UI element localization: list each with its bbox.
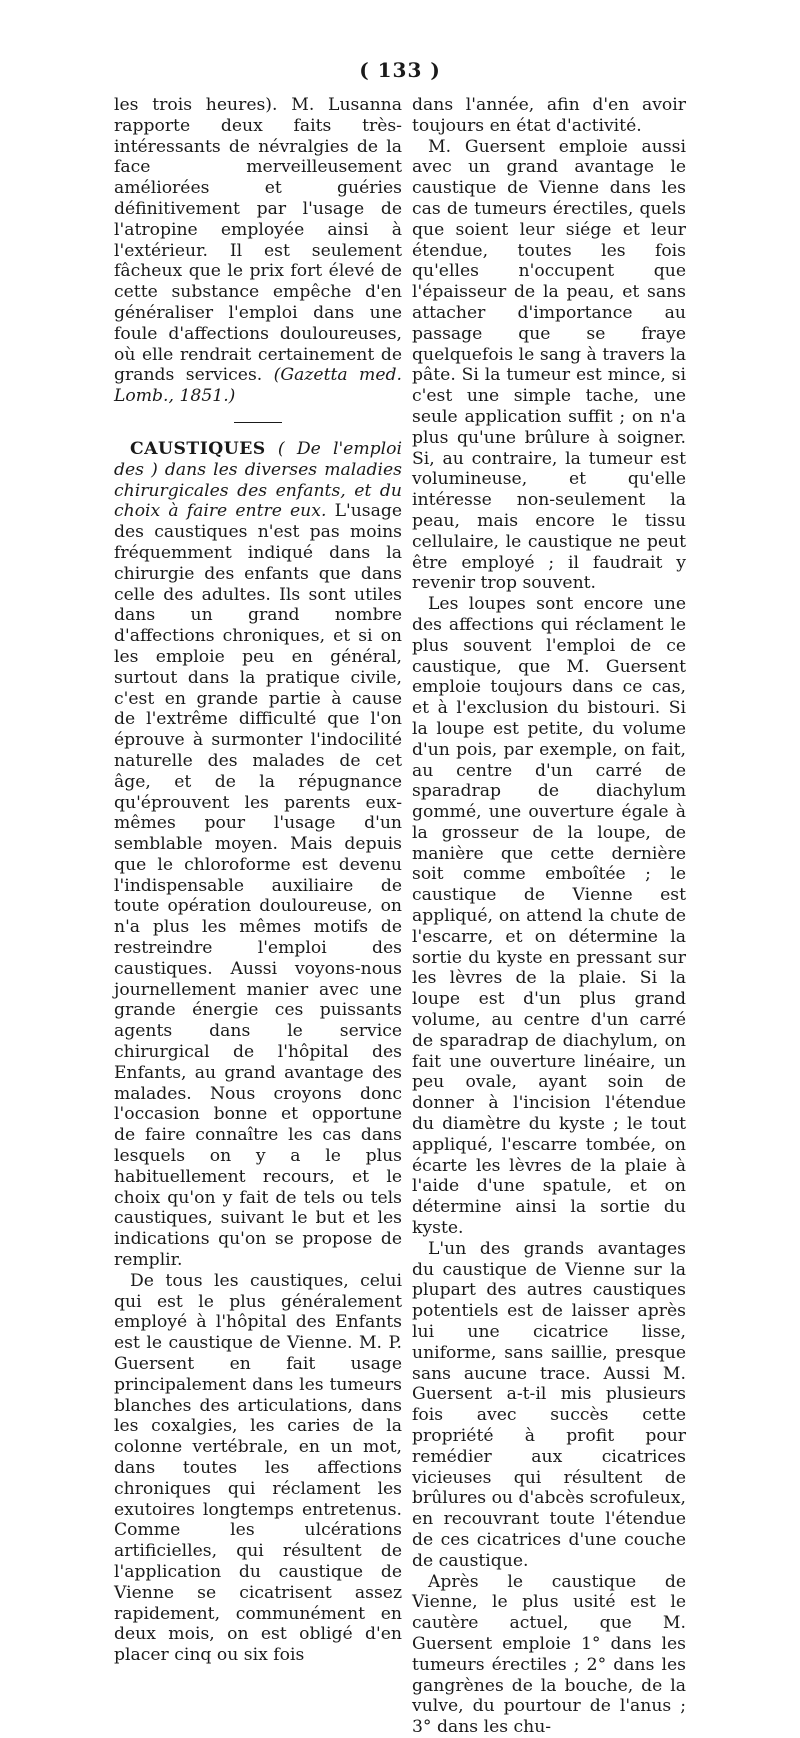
paragraph: L'un des grands avantages du caustique de Vienne sur la plupart des autres caustiques potentiels est de laisser après lui une cicatrice lisse, uniforme, sans saillie, presque sans aucune trace. Aussi M. Guersent a-t-il mis plusieurs fois avec succès cette propriété à profit pour remédier aux cicatrices vicieuses qui résultent de brûlures ou d'abcès scrofuleux, en recouvrant toute l'étendue de ces cicatrices d'une couche de caustique. (412, 1238, 686, 1571)
paragraph: De tous les caustiques, celui qui est le plus généralement employé à l'hôpital des Enfants est le caustique de Vienne. M. P. Guersent en fait usage principalement dans les tumeurs blanches des articulations, dans les coxalgies, les caries de la colonne vertébrale, en un mot, dans toutes les affections chroniques qui réclament les exutoires longtemps entretenus. Comme les ulcérations artificielles, qui résultent de l'application du caustique de Vienne se cicatrisent assez rapidement, communément en deux mois, on est obligé d'en placer cinq ou six fois (114, 1270, 402, 1666)
source-citation: (Gazetta med. Lomb., 1851.) (114, 365, 402, 407)
section-subheading: ( De l'emploi des ) dans les diverses maladies chirurgicales des enfants, et du choix à faire entre eux. (114, 438, 402, 522)
paragraph-text: les trois heures). M. Lusanna rapporte deux faits très-intéressants de névralgies de la face merveilleusement améliorées et guéries définitivement par l'usage de l'atropine employée ainsi à l'extérieur. Il est seulement fâcheux que le prix fort élevé de cette substance empêche d'en généraliser l'emploi dans une foule d'affections douloureuses, où elle rendrait certainement de grands services. (114, 95, 402, 386)
paragraph: dans l'année, afin d'en avoir toujours en état d'activité. (412, 95, 686, 136)
paragraph: Après le caustique de Vienne, le plus usité est le cautère actuel, que M. Guersent emploie 1° dans les tumeurs érectiles ; 2° dans les gangrènes de la bouche, de la vulve, du pourtour de l'anus ; 3° dans les chu- (412, 1571, 686, 1738)
section-divider (234, 422, 282, 423)
paragraph-text: L'usage des caustiques n'est pas moins fréquemment indiqué dans la chirurgie des enfants que dans celle des adultes. Ils sont utiles dans un grand nombre d'affections chroniques, et si on les emploie peu en général, surtout dans la pratique civile, c'est en grande partie à cause de l'extrême difficulté que l'on éprouve à surmonter l'indocilité naturelle des malades de cet âge, et de la répugnance qu'éprouvent les parents eux-mêmes pour l'usage d'un semblable moyen. Mais depuis que le chloroforme est devenu l'indispensable auxiliaire de toute opération douloureuse, on n'a plus les mêmes motifs de restreindre l'emploi des caustiques. Aussi voyons-nous journellement manier avec une grande énergie ces puissants agents dans le service chirurgical de l'hôpital des Enfants, au grand avantage des malades. Nous croyons donc l'occasion bonne et opportune de faire connaître les cas dans lesquels on y a le plus habituellement recours, et le choix qu'on y fait de tels ou tels caustiques, suivant le but et les indications qu'on se propose de remplir. (114, 501, 403, 1271)
paragraph: Les loupes sont encore une des affections qui réclament le plus souvent l'emploi de ce caustique, que M. Guersent emploie toujours dans ce cas, et à l'exclusion du bistouri. Si la loupe est petite, du volume d'un pois, par exemple, on fait, au centre d'un carré de sparadrap de diachylum gommé, une ouverture égale à la grosseur de la loupe, de manière que cette dernière soit comme emboîtée ; le caustique de Vienne est appliqué, on attend la chute de l'escarre, et on détermine la sortie du kyste en pressant sur les lèvres de la plaie. Si la loupe est d'un plus grand volume, au centre d'un carré de sparadrap de diachylum, on fait une ouverture linéaire, un peu ovale, ayant soin de donner à l'incision l'étendue du diamètre du kyste ; le tout appliqué, l'escarre tombée, on écarte les lèvres de la plaie à l'aide d'une spatule, et on détermine ainsi la sortie du kyste. (412, 594, 686, 1239)
paragraph: M. Guersent emploie aussi avec un grand avantage le caustique de Vienne dans les cas de tumeurs érectiles, quels que soient leur siége et leur étendue, toutes les fois qu'elles n'occupent que l'épaisseur de la peau, et sans attacher d'importance au passage que se fraye quelquefois le sang à travers la pâte. Si la tumeur est mince, si c'est une simple tache, une seule application suffit ; on n'a plus qu'une brûlure à soigner. Si, au contraire, la tumeur est volumineuse, et qu'elle intéresse non-seulement la peau, mais encore le tissu cellulaire, le caustique ne peut être employé ; il faudrait y revenir trop souvent. (412, 136, 686, 594)
section-paragraph (114, 439, 402, 1271)
right-column (412, 95, 686, 1738)
page-number: ( 133 ) (359, 58, 441, 82)
section-heading: CAUSTIQUES (130, 438, 266, 459)
paragraph (114, 95, 402, 407)
left-column (114, 95, 402, 1666)
